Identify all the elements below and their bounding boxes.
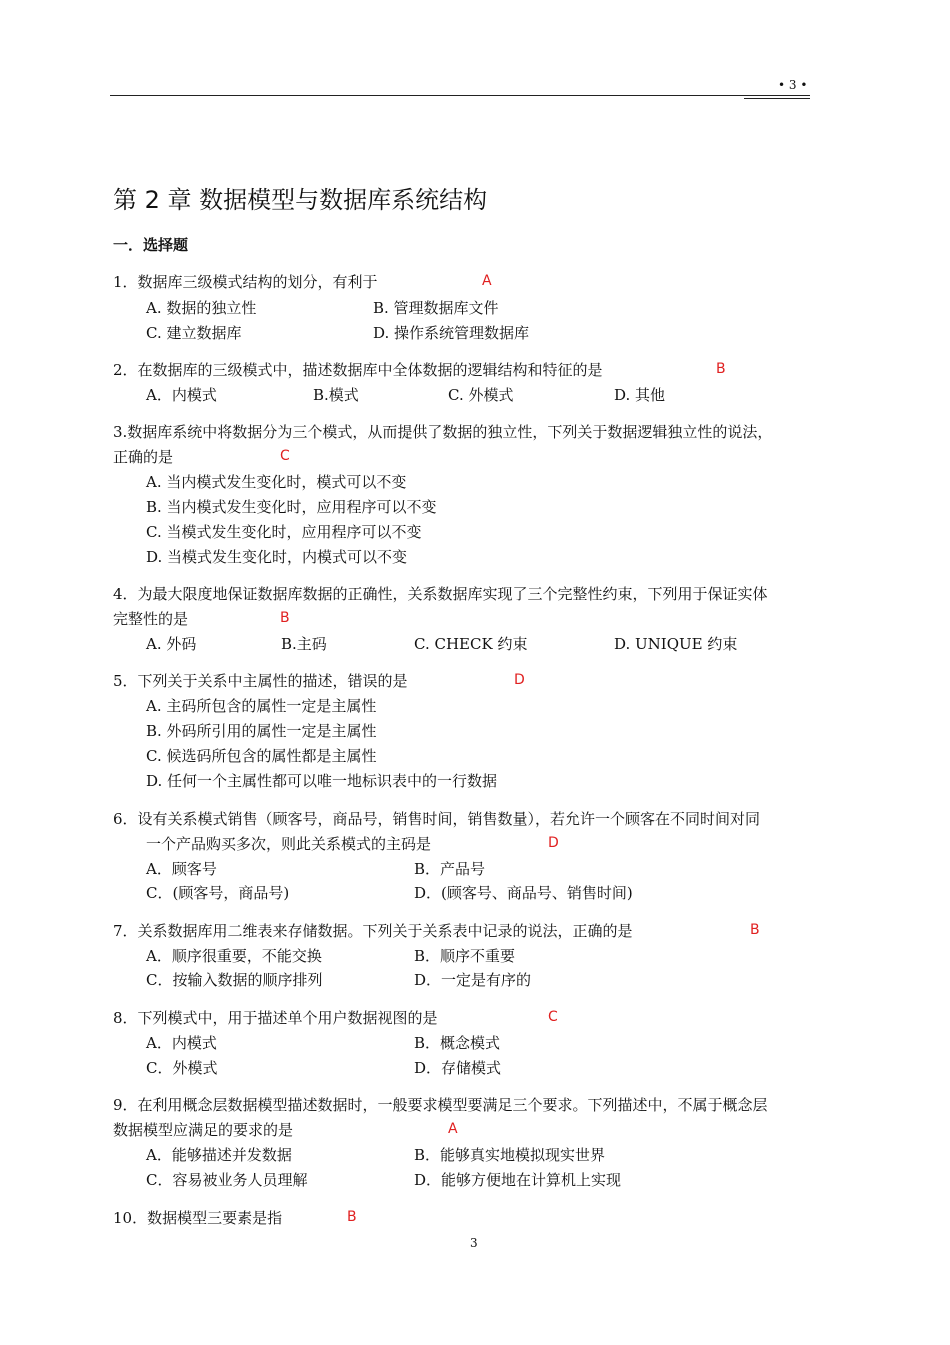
question-4-option-d: D. UNIQUE 约束 <box>614 635 738 653</box>
question-9-option-d: D．能够方便地在计算机上实现 <box>414 1171 622 1189</box>
question-10-answer: B <box>347 1209 357 1225</box>
question-5-option-a: A. 主码所包含的属性一定是主属性 <box>146 697 377 715</box>
question-3-option-a: A. 当内模式发生变化时，模式可以不变 <box>146 473 407 491</box>
question-2-option-d: D. 其他 <box>614 386 666 404</box>
question-3-option-c: C. 当模式发生变化时，应用程序可以不变 <box>146 523 422 541</box>
question-2-text: 2．在数据库的三级模式中，描述数据库中全体数据的逻辑结构和特征的是 <box>113 361 603 379</box>
question-8-answer: C <box>548 1009 558 1025</box>
question-8-option-b: B．概念模式 <box>414 1034 501 1052</box>
question-6-answer: D <box>548 835 559 851</box>
question-9-text-line-2: 数据模型应满足的要求的是 <box>113 1121 294 1139</box>
question-5-option-d: D. 任何一个主属性都可以唯一地标识表中的一行数据 <box>146 772 498 790</box>
question-4-option-a: A. 外码 <box>146 635 197 653</box>
question-1-text: 1．数据库三级模式结构的划分，有利于 <box>113 273 378 291</box>
header-page-marker: • 3 • <box>778 78 808 92</box>
question-1-answer: A <box>482 273 492 289</box>
question-8-option-c: C．外模式 <box>146 1059 218 1077</box>
header-rule <box>110 95 810 96</box>
question-5-answer: D <box>514 672 525 688</box>
question-4-answer: B <box>280 610 290 626</box>
question-2-answer: B <box>716 361 726 377</box>
question-8-option-d: D．存储模式 <box>414 1059 502 1077</box>
question-3-option-b: B. 当内模式发生变化时，应用程序可以不变 <box>146 498 437 516</box>
question-1-option-d: D. 操作系统管理数据库 <box>373 324 530 342</box>
question-9-option-b: B．能够真实地模拟现实世界 <box>414 1146 606 1164</box>
question-4-text-line-2: 完整性的是 <box>113 610 189 628</box>
question-9-option-c: C．容易被业务人员理解 <box>146 1171 308 1189</box>
question-6-text-line-2: 一个产品购买多次，则此关系模式的主码是 <box>146 835 432 853</box>
question-2-option-a: A．内模式 <box>146 386 217 404</box>
question-10-text: 10．数据模型三要素是指 <box>113 1209 283 1227</box>
question-5-text: 5．下列关于关系中主属性的描述，错误的是 <box>113 672 408 690</box>
footer-page-number: 3 <box>470 1236 478 1250</box>
chapter-title: 第 2 章 数据模型与数据库系统结构 <box>113 186 488 214</box>
section-title: 一．选择题 <box>113 236 189 254</box>
header-rule-short <box>744 98 810 99</box>
question-7-option-c: C．按输入数据的顺序排列 <box>146 971 323 989</box>
question-9-option-a: A．能够描述并发数据 <box>146 1146 292 1164</box>
question-3-option-d: D. 当模式发生变化时，内模式可以不变 <box>146 548 408 566</box>
question-6-option-b: B．产品号 <box>414 860 486 878</box>
question-9-answer: A <box>448 1121 458 1137</box>
question-7-answer: B <box>750 922 760 938</box>
question-6-option-d: D．(顾客号、商品号、销售时间) <box>414 884 633 902</box>
question-5-option-b: B. 外码所引用的属性一定是主属性 <box>146 722 377 740</box>
question-9-text-line-1: 9．在利用概念层数据模型描述数据时，一般要求模型要满足三个要求。下列描述中，不属于概念层 <box>113 1096 768 1114</box>
question-3-text-line-2: 正确的是 <box>113 448 174 466</box>
question-8-text: 8．下列模式中，用于描述单个用户数据视图的是 <box>113 1009 438 1027</box>
question-7-option-a: A．顺序很重要，不能交换 <box>146 947 322 965</box>
question-7-text: 7．关系数据库用二维表来存储数据。下列关于关系表中记录的说法，正确的是 <box>113 922 633 940</box>
question-4-option-b: B.主码 <box>281 635 327 653</box>
question-8-option-a: A．内模式 <box>146 1034 217 1052</box>
question-2-option-c: C. 外模式 <box>448 386 514 404</box>
question-6-option-a: A．顾客号 <box>146 860 217 878</box>
question-7-option-b: B．顺序不重要 <box>414 947 516 965</box>
question-2-option-b: B.模式 <box>313 386 359 404</box>
question-6-text-line-1: 6．设有关系模式销售（顾客号，商品号，销售时间，销售数量），若允许一个顾客在不同时间对同 <box>113 810 761 828</box>
question-1-option-a: A. 数据的独立性 <box>146 299 257 317</box>
question-6-option-c: C．(顾客号，商品号) <box>146 884 290 902</box>
question-3-text-line-1: 3.数据库系统中将数据分为三个模式，从而提供了数据的独立性，下列关于数据逻辑独立性的说法， <box>113 423 773 441</box>
question-4-option-c: C. CHECK 约束 <box>414 635 528 653</box>
question-1-option-b: B. 管理数据库文件 <box>373 299 499 317</box>
question-5-option-c: C. 候选码所包含的属性都是主属性 <box>146 747 377 765</box>
question-1-option-c: C. 建立数据库 <box>146 324 242 342</box>
question-3-answer: C <box>280 448 290 464</box>
question-7-option-d: D．一定是有序的 <box>414 971 532 989</box>
question-4-text-line-1: 4．为最大限度地保证数据库数据的正确性，关系数据库实现了三个完整性约束，下列用于保证实体 <box>113 585 768 603</box>
